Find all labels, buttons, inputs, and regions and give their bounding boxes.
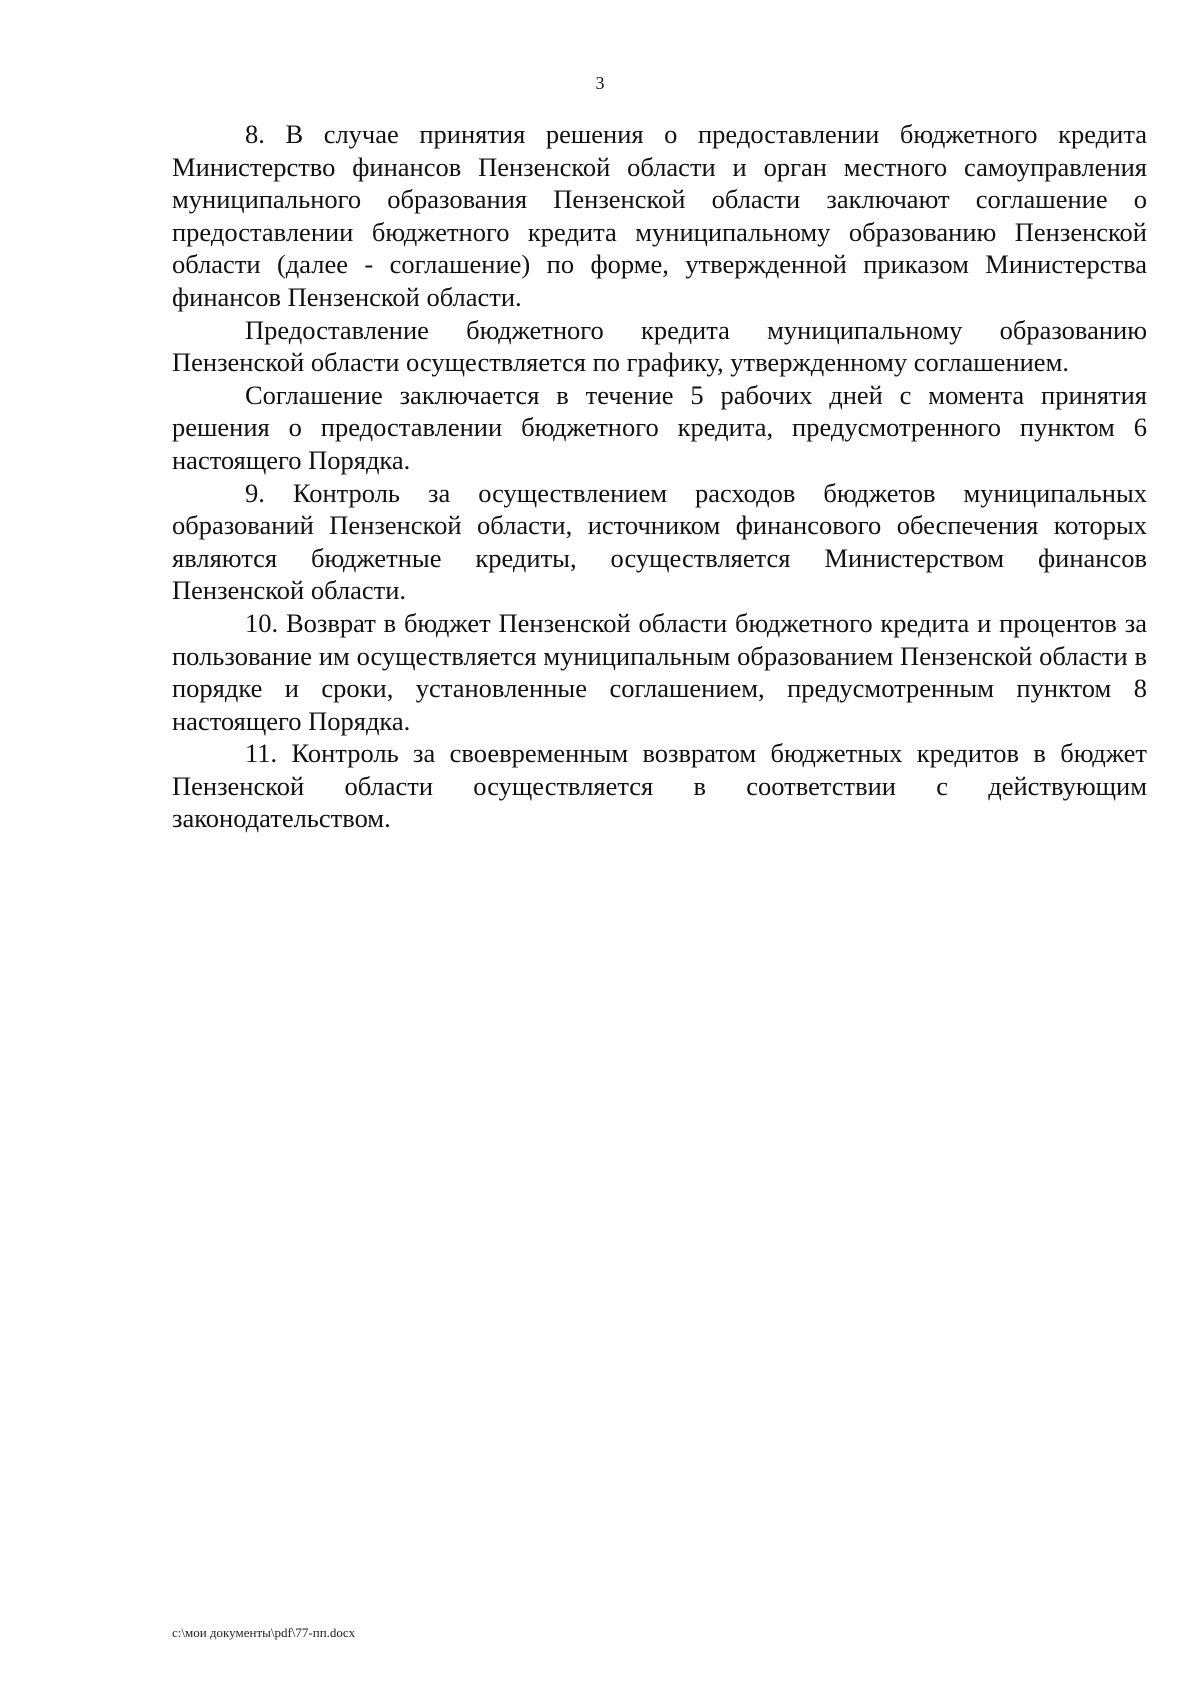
paragraph-10: 10. Возврат в бюджет Пензенской области бюджетного кредита и процентов за пользование им осуществляется муниципальным образованием Пензенской области в порядке и сроки, установленные соглашением, предусмотренным пунктом 8 настоящего Порядка. bbox=[172, 607, 1147, 736]
paragraph-agreement-term: Соглашение заключается в течение 5 рабочих дней с момента принятия решения о предоставлении бюджетного кредита, предусмотренного пунктом 6 настоящего Порядка. bbox=[172, 379, 1147, 475]
document-body bbox=[172, 118, 1147, 835]
paragraph-9: 9. Контроль за осуществлением расходов бюджетов муниципальных образований Пензенской области, источником финансового обеспечения которых являются бюджетные кредиты, осуществляется Министерством финансов Пензенской области. bbox=[172, 477, 1147, 606]
footer-file-path: c:\мои документы\pdf\77-пп.docx bbox=[172, 1625, 356, 1640]
page-number: 3 bbox=[595, 73, 605, 93]
paragraph-11: 11. Контроль за своевременным возвратом бюджетных кредитов в бюджет Пензенской области осуществляется в соответствии с действующим законодательством. bbox=[172, 738, 1147, 834]
paragraph-8: 8. В случае принятия решения о предоставлении бюджетного кредита Министерство финансов Пензенской области и орган местного самоуправления муниципального образования Пензенской области заключают соглашение о предоставлении бюджетного кредита муниципальному образованию Пензенской области (далее - соглашение) по форме, утвержденной приказом Министерства финансов Пензенской области. bbox=[172, 119, 1147, 312]
paragraph-credit-schedule: Предоставление бюджетного кредита муниципальному образованию Пензенской области осуществляется по графику, утвержденному соглашением. bbox=[172, 314, 1147, 378]
